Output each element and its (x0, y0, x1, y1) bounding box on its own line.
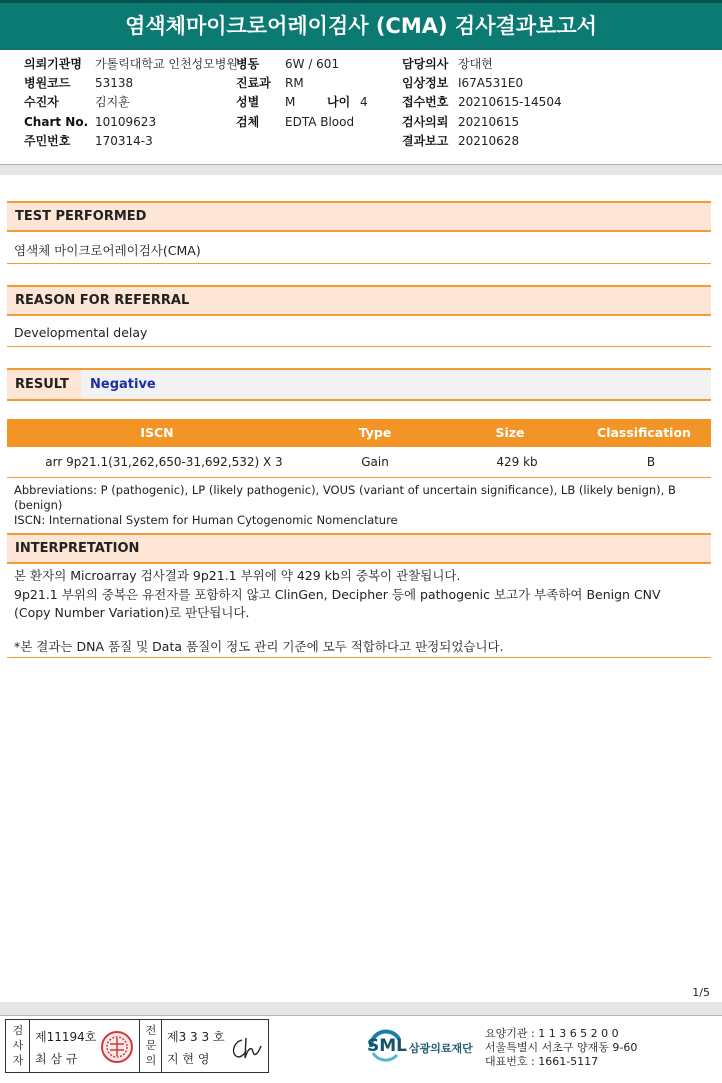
result-box (7, 368, 711, 401)
specialist-signature (228, 1034, 264, 1064)
age-value: 4 (360, 95, 368, 109)
column-header-size: Size (495, 425, 525, 440)
info-row (0, 113, 722, 132)
abbreviations-line: ISCN: International System for Human Cytogenomic Nomenclature (14, 513, 398, 527)
specialist-label-char: 문 (145, 1039, 157, 1052)
cell-size: 429 kb (496, 455, 538, 469)
department-label: 진료과 (236, 76, 271, 90)
result-label: RESULT (7, 370, 81, 399)
info-row (0, 55, 722, 74)
divider (7, 477, 711, 478)
specialist-name: 지 현 영 (167, 1052, 210, 1066)
column-header-iscn: ISCN (140, 425, 174, 440)
logo-name: 삼광의료재단 (409, 1042, 473, 1055)
sex-value: M (285, 95, 296, 109)
recipient-value: 김지훈 (95, 95, 130, 109)
specimen-label: 검체 (236, 115, 260, 129)
clinical-info-value: I67A531E0 (458, 76, 524, 90)
institution-value: 가톨릭대학교 인천성모병원 (95, 57, 238, 71)
logo-abbr: SML (367, 1036, 407, 1056)
cell-classification: B (646, 455, 656, 469)
interpretation-note: *본 결과는 DNA 품질 및 Data 품질이 정도 관리 기준에 모두 적합하다고 판정되었습니다. (14, 638, 504, 654)
age-label: 나이 (327, 95, 351, 109)
cnv-table-header (7, 419, 711, 447)
cell-iscn: arr 9p21.1(31,262,650-31,692,532) X 3 (45, 455, 283, 469)
referral-body: Developmental delay (14, 325, 148, 340)
ward-value: 6W / 601 (285, 57, 340, 71)
department-value: RM (285, 76, 304, 90)
contact-line: 요양기관 : 1 1 3 6 5 2 0 0 (485, 1027, 619, 1040)
divider (7, 346, 711, 347)
recipient-label: 수진자 (24, 95, 59, 109)
interpretation-body (14, 567, 714, 656)
report-title: 염색체마이크로어레이검사 (CMA) 검사결과보고서 (0, 0, 722, 50)
divider (7, 263, 711, 264)
contact-line: 대표번호 : 1661-5117 (485, 1055, 599, 1068)
test-performed-body: 염색체 마이크로어레이검사(CMA) (14, 243, 201, 258)
institution-contact (485, 1027, 637, 1069)
request-date-label: 검사의뢰 (402, 115, 449, 129)
specialist-info (162, 1020, 268, 1072)
request-date-value: 20210615 (458, 115, 520, 129)
info-row (0, 74, 722, 93)
abbreviations-line: Abbreviations: P (pathogenic), LP (likely pathogenic), VOUS (variant of uncertain significance), LB (likely benign), B (benign) (14, 483, 676, 512)
table-row (7, 449, 711, 476)
abbreviations (14, 483, 714, 528)
info-row (0, 132, 722, 151)
column-header-type: Type (358, 425, 392, 440)
report-date-label: 결과보고 (402, 134, 449, 148)
page-number: 1/5 (692, 986, 710, 999)
specimen-value: EDTA Blood (285, 115, 355, 129)
clinical-info-label: 임상정보 (402, 76, 449, 90)
info-row (0, 93, 722, 112)
divider (7, 657, 711, 658)
referral-heading: REASON FOR REFERRAL (7, 285, 711, 316)
examiner-seal (100, 1030, 134, 1064)
test-performed-heading: TEST PERFORMED (7, 201, 711, 232)
signature-box (5, 1019, 269, 1073)
doctor-value: 장대현 (458, 57, 493, 71)
sex-label: 성별 (236, 95, 260, 109)
interpretation-line: 9p21.1 부위의 중복은 유전자를 포함하지 않고 ClinGen, Decipher 등에 pathogenic 보고가 부족하여 Benign CNV (14, 586, 661, 602)
examiner-label-char: 검 (12, 1024, 24, 1037)
specialist-label-char: 전 (145, 1024, 157, 1037)
examiner-label-char: 사 (12, 1039, 24, 1052)
doctor-label: 담당의사 (402, 57, 449, 71)
column-header-classification: Classification (597, 425, 691, 440)
id-no-label: 주민번호 (24, 134, 71, 148)
divider-band (0, 165, 722, 175)
patient-info (0, 55, 722, 165)
id-no-value: 170314-3 (95, 134, 153, 148)
chart-no-label: Chart No. (24, 115, 89, 129)
specialist-label-char: 의 (145, 1054, 157, 1067)
result-value: Negative (90, 377, 156, 392)
interpretation-heading: INTERPRETATION (7, 533, 711, 564)
hospital-code-label: 병원코드 (24, 76, 71, 90)
interpretation-line: 본 환자의 Microarray 검사결과 9p21.1 부위에 약 429 kb의 중복이 관찰됩니다. (14, 568, 461, 583)
specialist-label (140, 1020, 162, 1072)
examiner-label-char: 자 (12, 1054, 24, 1067)
chart-no-value: 10109623 (95, 115, 157, 129)
examiner-license: 제11194호 (35, 1030, 97, 1044)
specialist-license: 제3 3 3 호 (167, 1030, 225, 1044)
examiner-label (6, 1020, 30, 1072)
examiner-name: 최 삼 규 (35, 1052, 78, 1066)
institution-label: 의뢰기관명 (24, 57, 82, 71)
ward-label: 병동 (236, 57, 260, 71)
contact-line: 서울특별시 서초구 양재동 9-60 (485, 1041, 638, 1054)
receipt-no-label: 접수번호 (402, 95, 449, 109)
interpretation-line: (Copy Number Variation)로 판단됩니다. (14, 605, 250, 620)
receipt-no-value: 20210615-14504 (458, 95, 562, 109)
report-date-value: 20210628 (458, 134, 520, 148)
footer-band (0, 1002, 722, 1016)
examiner-info (30, 1020, 140, 1072)
cell-type: Gain (361, 455, 389, 469)
hospital-code-value: 53138 (95, 76, 134, 90)
